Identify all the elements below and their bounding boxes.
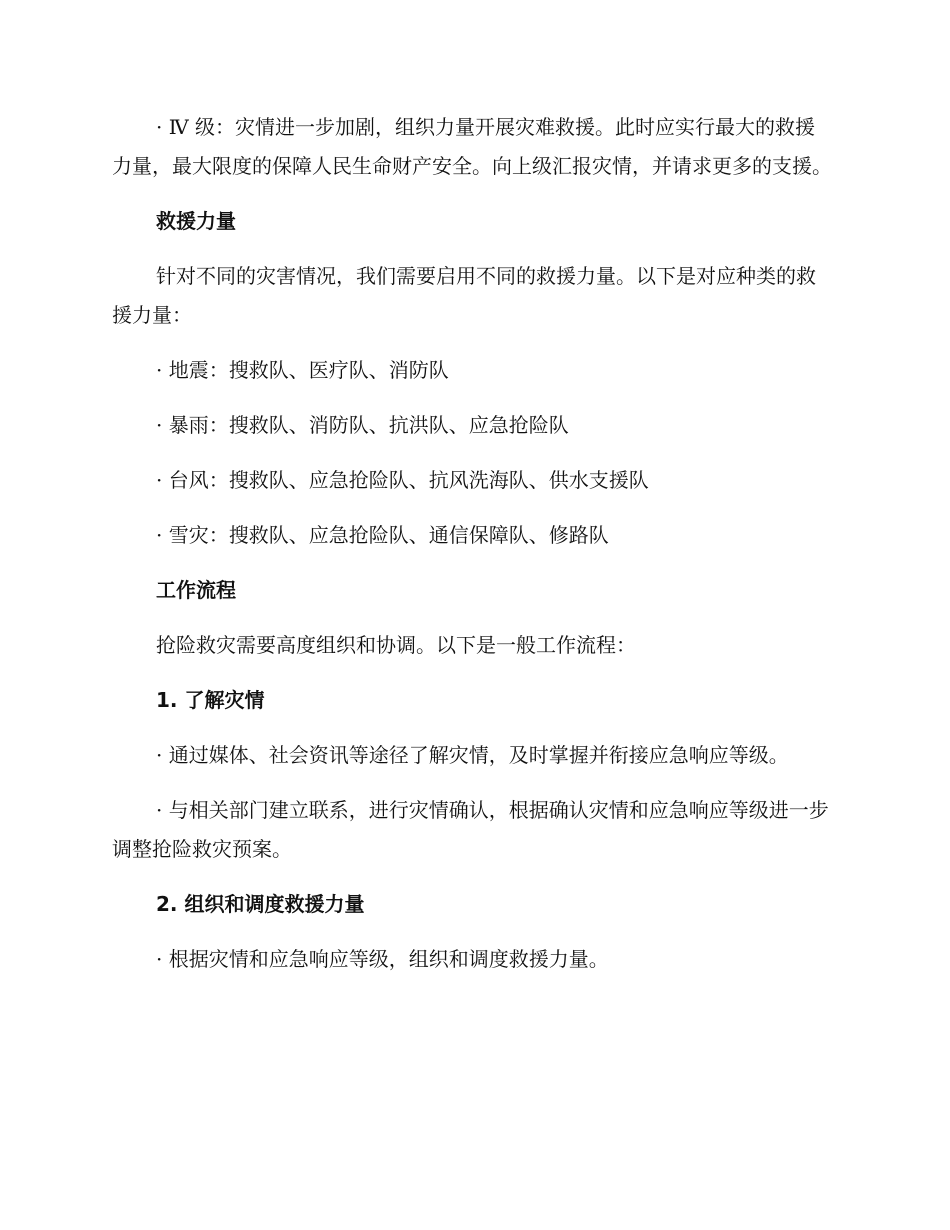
bullet-typhoon: · 台风：搜救队、应急抢险队、抗风洗海队、供水支援队 [156, 468, 649, 492]
heading-workflow: 工作流程 [156, 578, 236, 602]
paragraph-level-4: · Ⅳ 级：灾情进一步加剧，组织力量开展灾难救援。此时应实行最大的救援力量，最大限度的保障人民生命财产安全。向上级汇报灾情，并请求更多的支援。 [112, 115, 832, 178]
paragraph-rescue-intro: 针对不同的灾害情况，我们需要启用不同的救援力量。以下是对应种类的救援力量： [112, 264, 816, 327]
document-page [112, 108, 834, 979]
paragraph-workflow-intro: 抢险救灾需要高度组织和协调。以下是一般工作流程： [156, 633, 636, 657]
bullet-snow: · 雪灾：搜救队、应急抢险队、通信保障队、修路队 [156, 523, 609, 547]
heading-step-2: 2. 组织和调度救援力量 [156, 892, 365, 916]
heading-rescue-forces: 救援力量 [156, 209, 236, 233]
paragraph-step-1-b: · 与相关部门建立联系，进行灾情确认，根据确认灾情和应急响应等级进一步调整抢险救灾预案。 [112, 798, 829, 861]
paragraph-step-1-a: · 通过媒体、社会资讯等途径了解灾情，及时掌握并衔接应急响应等级。 [156, 743, 789, 767]
heading-step-1: 1. 了解灾情 [156, 688, 265, 712]
bullet-earthquake: · 地震：搜救队、医疗队、消防队 [156, 358, 449, 382]
bullet-rainstorm: · 暴雨：搜救队、消防队、抗洪队、应急抢险队 [156, 413, 569, 437]
paragraph-step-2-a: · 根据灾情和应急响应等级，组织和调度救援力量。 [156, 947, 609, 971]
